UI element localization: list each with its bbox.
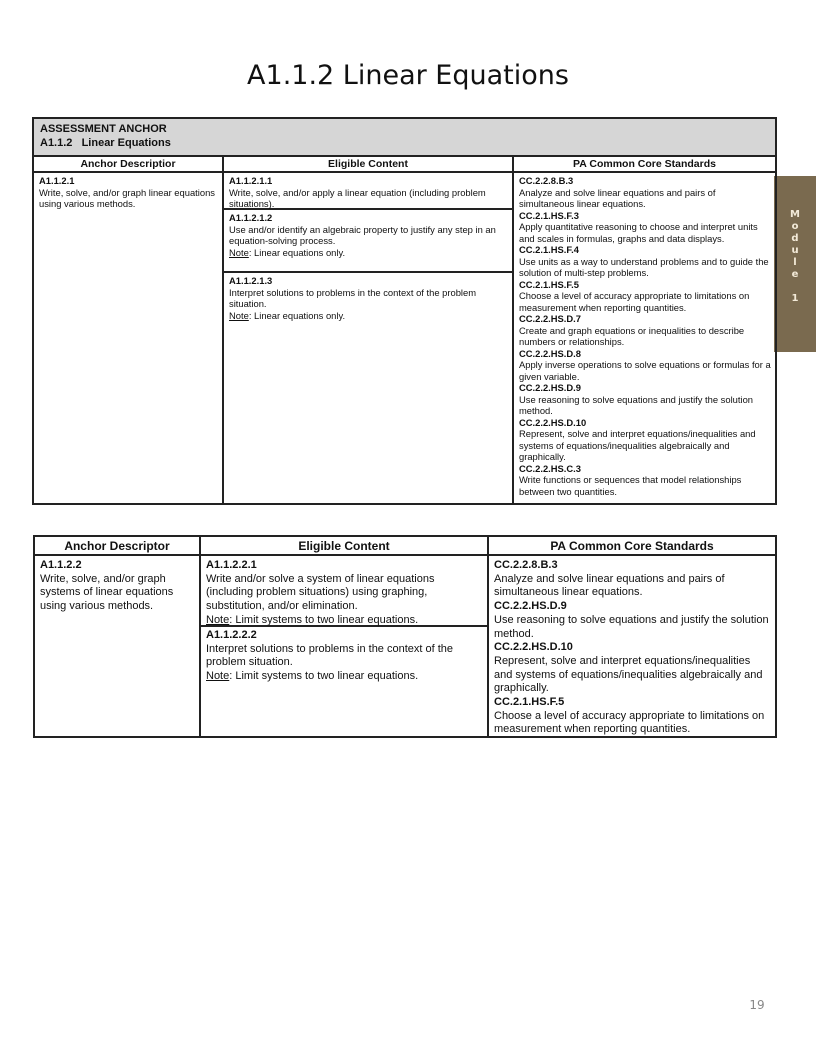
standard-text: Choose a level of accuracy appropriate to limitations on measurement when reporting quantities.	[519, 290, 750, 313]
standard-code: CC.2.2.HS.D.8	[519, 347, 581, 359]
note-label: Note	[229, 309, 249, 321]
standard-text: Analyze and solve linear equations and pairs of simultaneous linear equations.	[494, 572, 725, 599]
module-tab-number: 1	[791, 293, 799, 304]
eligible-content-item	[201, 628, 487, 685]
standard-code: CC.2.2.HS.D.7	[519, 313, 581, 324]
module-tab-letter: u	[791, 245, 799, 256]
standard-text: Use reasoning to solve equations and justify the solution method.	[494, 613, 769, 640]
page-title: A1.1.2 Linear Equations	[247, 60, 569, 91]
module-tab-letter: d	[791, 233, 799, 244]
assessment-anchor-code: A1.1.2 Linear Equations	[40, 137, 171, 149]
eligible-content-item	[224, 274, 512, 322]
page-number: 19	[749, 998, 765, 1012]
standard-code: CC.2.2.HS.D.10	[519, 416, 587, 428]
eligible-code: A1.1.2.1.2	[229, 212, 273, 223]
note-text: : Linear equations only.	[248, 309, 346, 321]
descriptor-code: A1.1.2.2	[40, 559, 82, 571]
standard-item	[494, 696, 770, 737]
standard-text: Write functions or sequences that model relationships between two quantities.	[519, 474, 742, 497]
standard-code: CC.2.1.HS.F.4	[519, 244, 579, 255]
standard-item	[519, 348, 773, 383]
eligible-code: A1.1.2.1.3	[229, 275, 273, 286]
eligible-text: Interpret solutions to problems in the context of the problem situation.	[229, 286, 477, 309]
anchor-descriptor-cell	[34, 174, 222, 211]
module-tab-letter: M	[790, 209, 800, 220]
note-text: : Limit systems to two linear equations.	[229, 670, 419, 683]
standards-cell	[514, 174, 775, 498]
standard-text: Apply quantitative reasoning to choose and interpret units and scales in formulas, graphs and data displays.	[519, 221, 758, 244]
module-tab-letter: l	[793, 257, 797, 268]
eligible-content-item	[201, 558, 487, 629]
standard-code: CC.2.2.8.B.3	[494, 559, 558, 571]
standard-text: Use reasoning to solve equations and justify the solution method.	[519, 393, 753, 416]
eligible-content-item	[224, 174, 512, 211]
module-tab-letter: o	[791, 221, 799, 232]
standard-text: Create and graph equations or inequalities to describe numbers or relationships.	[519, 324, 745, 347]
column-header-descriptor: Anchor Descriptior	[34, 157, 222, 173]
note-label: Note	[206, 613, 230, 626]
standard-code: CC.2.1.HS.F.3	[519, 209, 579, 221]
standard-code: CC.2.2.8.B.3	[519, 175, 574, 186]
standard-code: CC.2.2.HS.C.3	[519, 462, 581, 474]
eligible-text: Write and/or solve a system of linear equations (including problem situations) using graphing, substitution, and/or elimination.	[206, 572, 435, 613]
standard-item	[519, 244, 773, 279]
standard-item	[494, 559, 770, 600]
assessment-anchor-header	[34, 119, 775, 157]
eligible-text: Use and/or identify an algebraic property to justify any step in an equation-solving process.	[229, 223, 496, 246]
standard-text: Represent, solve and interpret equations/inequalities and systems of equations/inequalities algebraically and graphically.	[494, 654, 763, 695]
eligible-code: A1.1.2.2.2	[206, 629, 257, 641]
standard-item	[494, 600, 770, 641]
note-label: Note	[206, 670, 230, 683]
standard-text: Represent, solve and interpret equations/inequalities and systems of equations/inequalities algebraically and graphically.	[519, 428, 756, 462]
standard-item	[519, 279, 773, 314]
module-tab-letter: e	[791, 269, 799, 280]
standard-text: Apply inverse operations to solve equations or formulas for a given variable.	[519, 359, 771, 382]
assessment-anchor-label: ASSESSMENT ANCHOR	[40, 123, 167, 135]
column-header-standards: PA Common Core Standards	[514, 157, 775, 173]
standard-text: Analyze and solve linear equations and pairs of simultaneous linear equations.	[519, 186, 716, 209]
standard-text: Choose a level of accuracy appropriate to limitations on measurement when reporting quantities.	[494, 709, 765, 736]
descriptor-text: Write, solve, and/or graph linear equations using various methods.	[39, 186, 215, 209]
standard-code: CC.2.2.HS.D.10	[494, 641, 573, 654]
descriptor-code: A1.1.2.1	[39, 175, 75, 186]
eligible-code: A1.1.2.2.1	[206, 559, 257, 571]
module-tab	[774, 176, 816, 352]
column-header-standards: PA Common Core Standards	[489, 537, 775, 556]
eligible-text: Write, solve, and/or apply a linear equation (including problem situations).	[229, 186, 486, 209]
standard-code: CC.2.2.HS.D.9	[494, 600, 567, 613]
standard-item	[519, 175, 773, 210]
standard-item	[519, 463, 773, 498]
standard-item	[519, 382, 773, 417]
column-header-eligible: Eligible Content	[224, 157, 512, 173]
note-label: Note	[229, 246, 249, 258]
anchor-descriptor-cell	[35, 558, 199, 615]
anchor-descriptor-table	[33, 535, 777, 738]
standards-cell	[489, 558, 775, 738]
standard-item	[519, 210, 773, 245]
eligible-code: A1.1.2.1.1	[229, 175, 273, 186]
assessment-anchor-table	[32, 117, 777, 505]
standard-item	[519, 313, 773, 348]
column-header-descriptor: Anchor Descriptor	[35, 537, 199, 556]
standard-code: CC.2.1.HS.F.5	[494, 696, 565, 709]
standard-code: CC.2.2.HS.D.9	[519, 382, 581, 393]
standard-text: Use units as a way to understand problems and to guide the solution of multi-step problems.	[519, 255, 769, 278]
standard-code: CC.2.1.HS.F.5	[519, 278, 579, 290]
note-text: : Limit systems to two linear equations.	[229, 613, 419, 626]
eligible-text: Interpret solutions to problems in the context of the problem situation.	[206, 642, 454, 669]
note-text: : Linear equations only.	[248, 246, 346, 258]
column-header-eligible: Eligible Content	[201, 537, 487, 556]
eligible-content-item	[224, 211, 512, 259]
descriptor-text: Write, solve, and/or graph systems of linear equations using various methods.	[40, 572, 174, 613]
standard-item	[494, 641, 770, 696]
standard-item	[519, 417, 773, 463]
